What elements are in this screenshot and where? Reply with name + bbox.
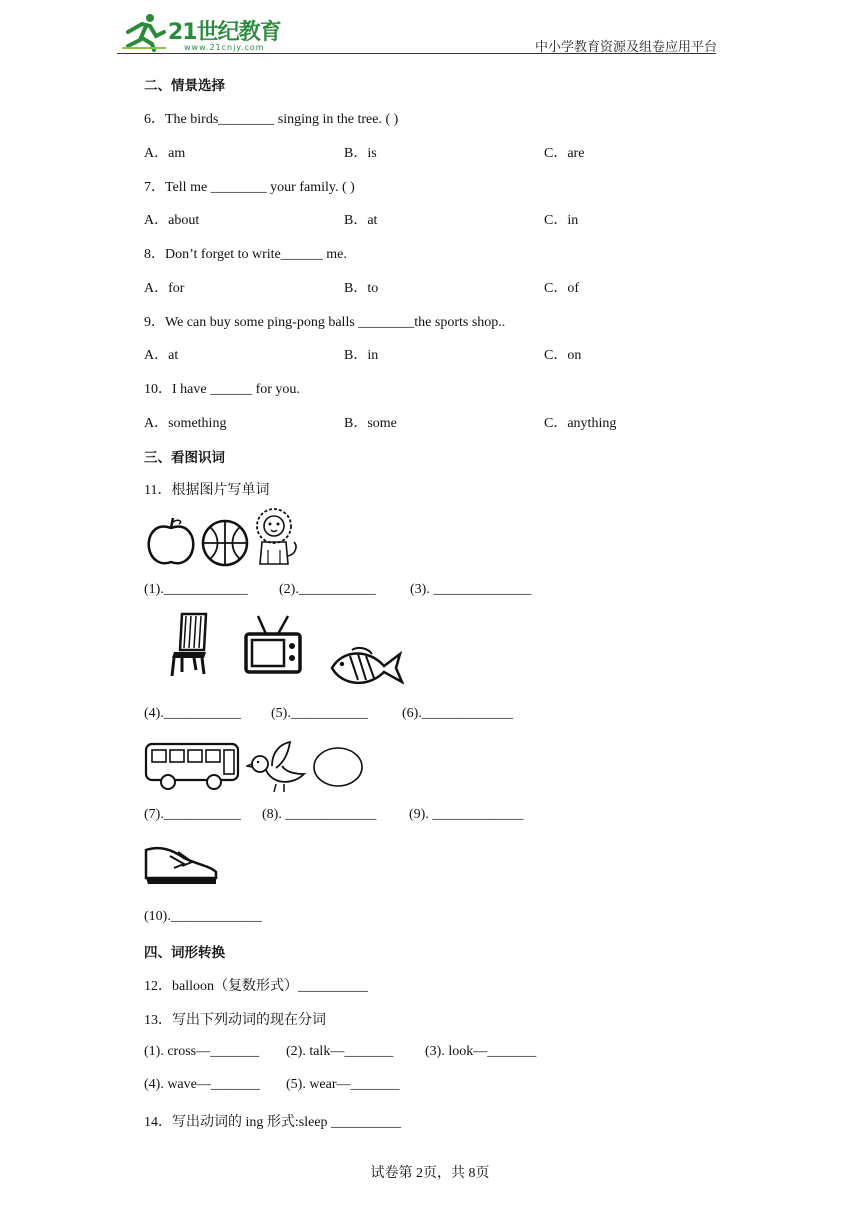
page-footer: 试卷第 2页，共 8页 [370,1166,490,1181]
question-stem: 10．I have ______ for you. [144,382,300,397]
question-stem: 12．balloon（复数形式）__________ [144,979,368,994]
option-c[interactable]: C．are [544,146,585,161]
option-a[interactable]: A．about [144,213,200,228]
logo-url: www.21cnjy.com [184,43,265,52]
answer-blank[interactable]: (6)._____________ [402,706,513,721]
answer-blank[interactable]: (9). _____________ [409,807,524,822]
answer-blank[interactable]: (8). _____________ [262,807,377,822]
logo [120,12,285,54]
chair-icon [168,610,212,678]
answer-blank[interactable]: (3). ______________ [410,582,532,597]
section-title: 二、情景选择 [144,78,225,94]
fish-icon [328,646,404,688]
answer-blank[interactable]: (4).___________ [144,706,241,721]
shoe-icon [144,842,220,888]
apple-icon [145,514,197,568]
answer-blank[interactable]: (2).___________ [279,582,376,597]
option-b[interactable]: B．some [344,416,397,431]
option-c[interactable]: C．anything [544,416,617,431]
answer-blank[interactable]: (5). wear—_______ [286,1077,400,1092]
lion-icon [250,506,302,568]
basketball-icon [200,518,250,568]
option-b[interactable]: B．to [344,281,379,296]
answer-blank[interactable]: (1). cross—_______ [144,1044,260,1059]
answer-blank[interactable]: (2). talk—_______ [286,1044,394,1059]
question-stem: 6．The birds________ singing in the tree. ( ) [144,112,399,127]
section-title: 四、词形转换 [144,945,225,961]
option-c[interactable]: C．in [544,213,579,228]
option-b[interactable]: B．at [344,213,378,228]
option-c[interactable]: C．on [544,348,582,363]
question-stem: 8．Don’t forget to write______ me. [144,247,347,262]
logo-text: 21世纪教育 [168,20,281,45]
question-stem: 13．写出下列动词的现在分词 [144,1013,326,1028]
tv-icon [244,614,304,676]
option-c[interactable]: C．of [544,281,579,296]
option-a[interactable]: A．for [144,281,185,296]
option-b[interactable]: B．is [344,146,377,161]
answer-blank[interactable]: (3). look—_______ [425,1044,537,1059]
platform-name: 中小学教育资源及组卷应用平台 [534,40,717,55]
question-stem: 11．根据图片写单词 [144,483,270,498]
answer-blank[interactable]: (4). wave—_______ [144,1077,260,1092]
question-stem: 14．写出动词的 ing 形式:sleep __________ [144,1115,402,1130]
option-a[interactable]: A．at [144,348,179,363]
answer-blank[interactable]: (1).____________ [144,582,248,597]
bird-icon [246,740,310,794]
section-title: 三、看图识词 [144,450,225,466]
question-stem: 9．We can buy some ping-pong balls ________the sports shop.. [144,315,506,330]
answer-blank[interactable]: (7).___________ [144,807,241,822]
option-a[interactable]: A．am [144,146,186,161]
answer-blank[interactable]: (10)._____________ [144,909,262,924]
option-b[interactable]: B．in [344,348,379,363]
runner-logo-icon [120,12,168,52]
question-stem: 7．Tell me ________ your family. ( ) [144,180,355,195]
header-divider [117,53,716,54]
answer-blank[interactable]: (5).___________ [271,706,368,721]
egg-icon [312,746,364,788]
option-a[interactable]: A．something [144,416,227,431]
bus-icon [144,740,242,792]
